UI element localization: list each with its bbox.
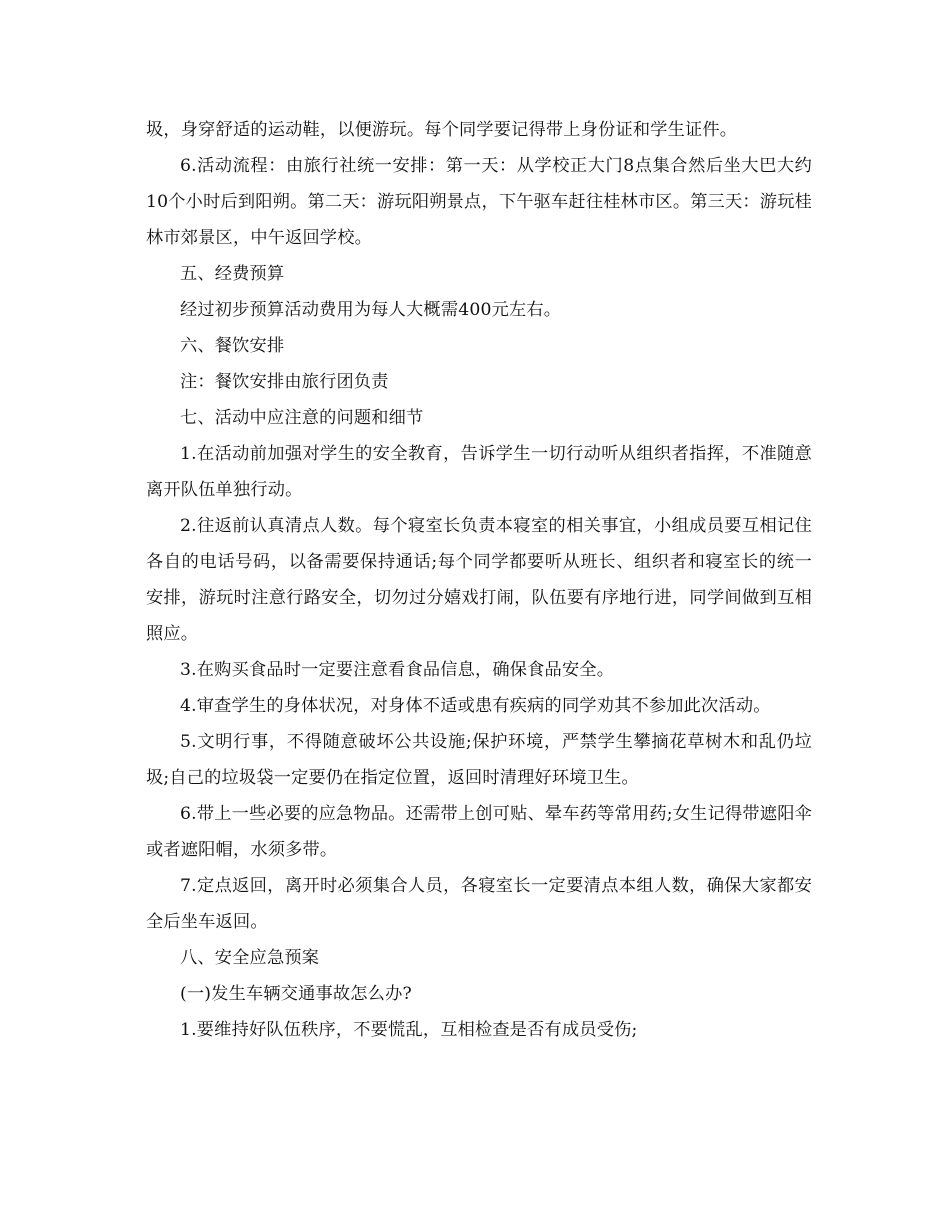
list-item: 2.往返前认真清点人数。每个寝室长负责本寝室的相关事宜，小组成员要互相记住各自的电话号码，以备需要保持通话;每个同学都要听从班长、组织者和寝室长的统一安排，游玩时注意行路安全，切勿过分嬉戏打闹，队伍要有序地行进，同学间做到互相照应。 — [146, 516, 812, 644]
list-item: 6.带上一些必要的应急物品。还需带上创可贴、晕车药等常用药;女生记得带遮阳伞或者遮阳帽，水须多带。 — [146, 804, 812, 860]
section-heading-notes: 七、活动中应注意的问题和细节 — [180, 408, 424, 428]
list-item: 4.审查学生的身体状况，对身体不适或患有疾病的同学劝其不参加此次活动。 — [180, 696, 771, 716]
section-heading-catering: 六、餐饮安排 — [180, 336, 285, 356]
list-item: 1.要维持好队伍秩序，不要慌乱，互相检查是否有成员受伤; — [180, 1020, 638, 1040]
list-item: 3.在购买食品时一定要注意看食品信息，确保食品安全。 — [180, 660, 615, 680]
list-item: 5.文明行事，不得随意破坏公共设施;保护环境，严禁学生攀摘花草树木和乱仍垃圾;自己的垃圾袋一定要仍在指定位置，返回时清理好环境卫生。 — [146, 732, 812, 788]
paragraph-1: 圾，身穿舒适的运动鞋，以便游玩。每个同学要记得带上身份证和学生证件。 — [146, 120, 738, 140]
list-item: 7.定点返回，离开时必须集合人员，各寝室长一定要清点本组人数，确保大家都安全后坐车返回。 — [146, 876, 812, 932]
subsection-heading: (一)发生车辆交通事故怎么办? — [180, 984, 412, 1004]
section-heading-emergency: 八、安全应急预案 — [180, 948, 320, 968]
paragraph-2: 6.活动流程：由旅行社统一安排：第一天：从学校正大门8点集合然后坐大巴大约10个小时后到阳朔。第二天：游玩阳朔景点，下午驱车赶往桂林市区。第三天：游玩桂林市郊景区，中午返回学校。 — [146, 156, 812, 248]
list-item: 1.在活动前加强对学生的安全教育，告诉学生一切行动听从组织者指挥，不准随意离开队伍单独行动。 — [146, 444, 812, 500]
paragraph-3: 经过初步预算活动费用为每人大概需400元左右。 — [180, 300, 562, 320]
section-heading-budget: 五、经费预算 — [180, 264, 285, 284]
paragraph-4: 注：餐饮安排由旅行团负责 — [180, 372, 389, 392]
